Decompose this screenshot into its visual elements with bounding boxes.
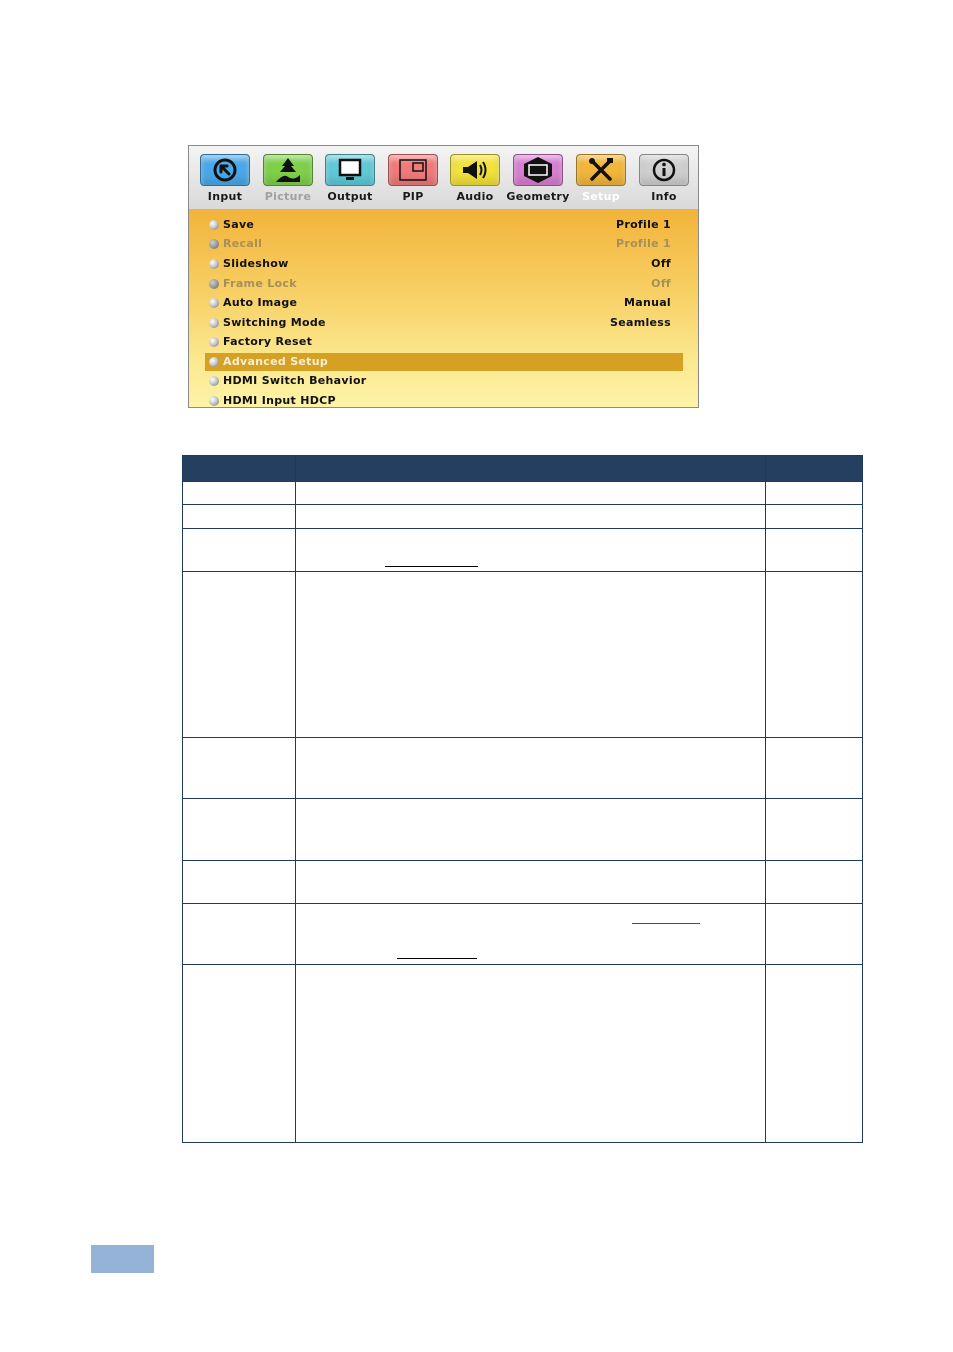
page-number-tab: [91, 1245, 154, 1273]
pip-icon: [388, 154, 438, 186]
menu-item-slideshow[interactable]: Slideshow Off: [205, 255, 683, 273]
table-row: [183, 738, 863, 799]
menu-item-auto-image[interactable]: Auto Image Manual: [205, 294, 683, 312]
table-header-row: [183, 456, 863, 482]
tab-setup[interactable]: [574, 154, 628, 204]
bullet-icon: [209, 298, 219, 308]
bullet-icon: [209, 396, 219, 406]
tab-picture[interactable]: [261, 154, 315, 204]
table-row: [183, 505, 863, 529]
cross-reference-link[interactable]: [397, 958, 477, 959]
table-header-cell: [183, 456, 296, 482]
tab-audio[interactable]: [448, 154, 502, 204]
speaker-icon: [450, 154, 500, 186]
menu-item-recall[interactable]: Recall Profile 1: [205, 235, 683, 253]
info-icon: [639, 154, 689, 186]
osd-tab-bar: [189, 146, 698, 209]
bullet-icon: [209, 376, 219, 386]
bullet-icon: [209, 239, 219, 249]
table-row: [183, 482, 863, 505]
bullet-icon: [209, 337, 219, 347]
menu-item-save[interactable]: Save Profile 1: [205, 216, 683, 234]
setup-functions-table: [182, 455, 863, 1143]
cross-reference-link[interactable]: [632, 923, 700, 924]
bullet-icon: [209, 279, 219, 289]
menu-item-frame-lock[interactable]: Frame Lock Off: [205, 275, 683, 293]
tab-label: Output: [327, 190, 373, 203]
bullet-icon: [209, 318, 219, 328]
table-row: [183, 572, 863, 738]
geometry-icon: [513, 154, 563, 186]
menu-item-hdmi-input-hdcp[interactable]: HDMI Input HDCP: [205, 392, 683, 408]
table-header-cell: [766, 456, 863, 482]
input-arrow-icon: [200, 154, 250, 186]
tab-label: Picture: [264, 190, 312, 203]
tab-input[interactable]: [198, 154, 252, 204]
menu-item-factory-reset[interactable]: Factory Reset: [205, 333, 683, 351]
table-row: [183, 903, 863, 964]
table-row: [183, 964, 863, 1142]
tab-label: Setup: [582, 190, 620, 203]
picture-icon: [263, 154, 313, 186]
tab-output[interactable]: [323, 154, 377, 204]
tab-label: Input: [207, 190, 243, 203]
tab-pip[interactable]: [386, 154, 440, 204]
tab-label: Info: [651, 190, 677, 203]
osd-setup-menu: [189, 209, 698, 408]
tab-geometry[interactable]: [506, 154, 570, 204]
bullet-icon: [209, 259, 219, 269]
table-row: [183, 860, 863, 903]
menu-item-advanced-setup[interactable]: Advanced Setup: [205, 353, 683, 371]
tab-label: PIP: [402, 190, 424, 203]
tab-info[interactable]: [637, 154, 691, 204]
osd-setup-screenshot: [188, 145, 699, 408]
table-row: [183, 529, 863, 572]
table-header-cell: [296, 456, 766, 482]
bullet-icon: [209, 357, 219, 367]
table-row: [183, 799, 863, 860]
bullet-icon: [209, 220, 219, 230]
tools-icon: [576, 154, 626, 186]
cross-reference-link[interactable]: [385, 566, 478, 567]
tab-label: Geometry: [506, 190, 570, 203]
menu-item-switching-mode[interactable]: Switching Mode Seamless: [205, 314, 683, 332]
tab-label: Audio: [456, 190, 494, 203]
monitor-icon: [325, 154, 375, 186]
menu-item-hdmi-switch-behavior[interactable]: HDMI Switch Behavior: [205, 372, 683, 390]
